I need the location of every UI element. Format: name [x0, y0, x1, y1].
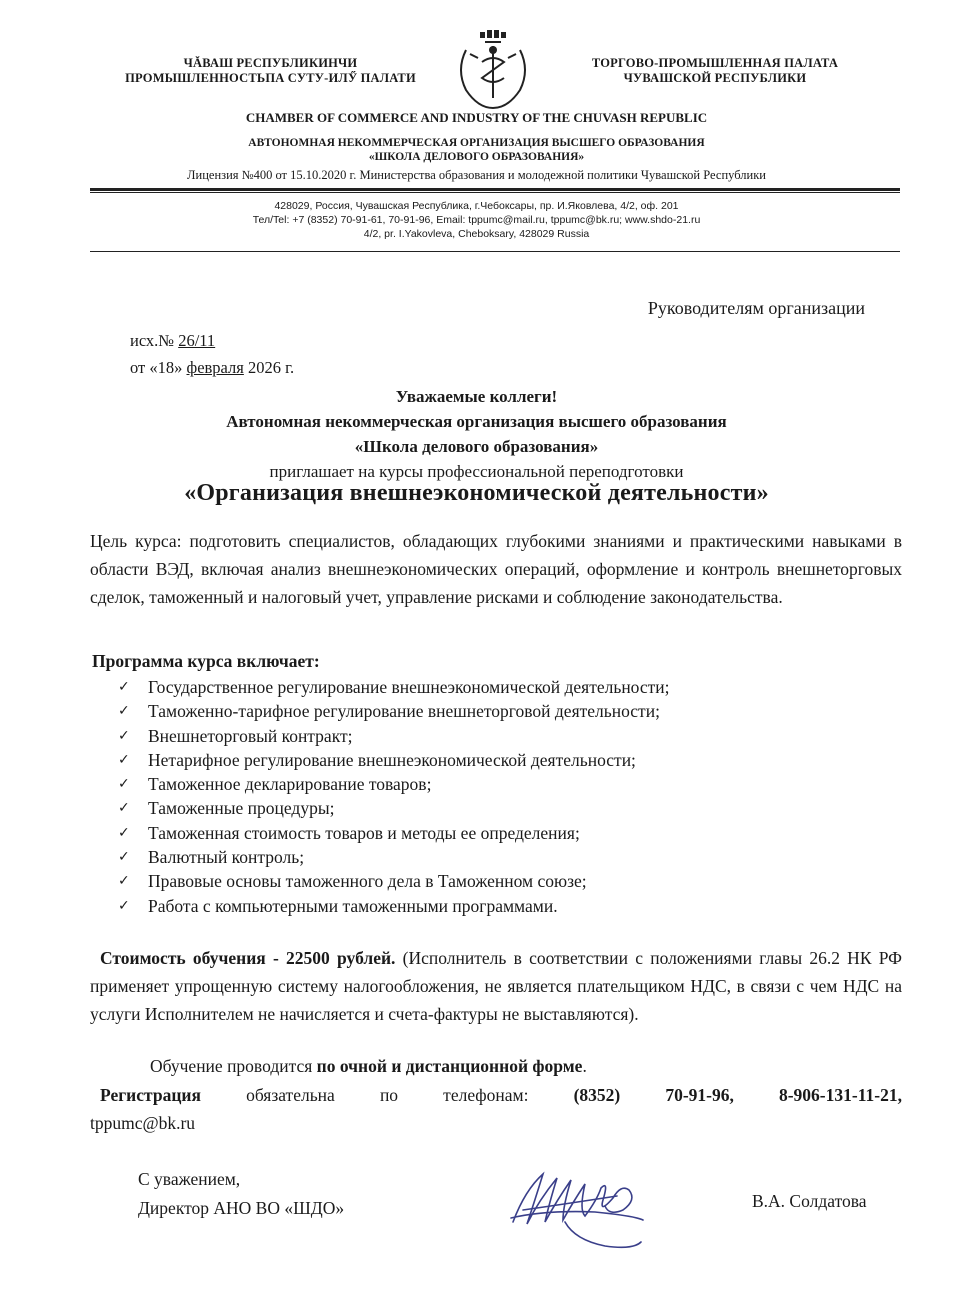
checkmark-icon: ✓: [118, 727, 130, 744]
signature-regards: С уважением,: [138, 1169, 241, 1189]
outgoing-number-label: исх.№: [130, 331, 175, 350]
program-item-text: Таможенные процедуры;: [148, 798, 335, 819]
program-item: [118, 675, 670, 699]
header-ano-line1: АВТОНОМНАЯ НЕКОММЕРЧЕСКАЯ ОРГАНИЗАЦИЯ ВЫСШЕГО ОБРАЗОВАНИЯ: [248, 137, 705, 149]
header-divider-thick: [90, 188, 900, 191]
chamber-emblem-icon: [452, 28, 534, 112]
program-item-text: Таможенное декларирование товаров;: [148, 774, 432, 795]
program-item-text: Нетарифное регулирование внешнеэкономической деятельности;: [148, 749, 636, 770]
recipient: Руководителям организации: [647, 298, 865, 318]
program-item: [118, 796, 670, 820]
header-left-line1: ЧĂВАШ РЕСПУБЛИКИНЧИ: [183, 56, 358, 70]
checkmark-icon: ✓: [118, 776, 130, 793]
checkmark-icon: ✓: [118, 751, 130, 768]
program-item-text: Работа с компьютерными таможенными программами.: [148, 895, 558, 916]
program-item-text: Государственное регулирование внешнеэкономической деятельности;: [148, 677, 670, 697]
header-left-line2: ПРОМЫШЛЕННОСТЬПА СУТУ-ИЛӲ ПАЛАТИ: [125, 71, 416, 85]
program-item-text: Таможенная стоимость товаров и методы ее определения;: [148, 822, 580, 843]
form-bold: по очной и дистанционной форме: [316, 1056, 583, 1076]
header-ano: [0, 136, 953, 164]
checkmark-icon: ✓: [118, 897, 130, 914]
program-item: [118, 748, 670, 772]
checkmark-icon: ✓: [118, 873, 130, 890]
checkmark-icon: ✓: [118, 703, 130, 720]
header-right-org: [560, 56, 870, 86]
checkmark-icon: ✓: [118, 800, 130, 817]
registration-w2: по: [379, 1085, 399, 1105]
registration-email: tppumc@bk.ru: [90, 1113, 196, 1133]
address-en: 4/2, pr. I.Yakovleva, Cheboksary, 428029 Russia: [363, 228, 590, 240]
signature-name: В.А. Солдатова: [752, 1191, 867, 1211]
registration-w3: телефонам:: [443, 1085, 529, 1105]
header-address: [0, 199, 953, 241]
greeting-block: [0, 384, 953, 484]
program-item: [118, 869, 670, 893]
program-item-text: Правовые основы таможенного дела в Таможенном союзе;: [148, 871, 587, 892]
cost-rest: (Исполнитель в соответствии с положениями главы 26.2 НК РФ применяет упрощенную систему налогообложения, не является плательщиком НДС, в связи с чем НДС на услуги Исполнителем не начисляется и счета-фактуры не выставляются).: [90, 948, 902, 1024]
course-goal: Цель курса: подготовить специалистов, обладающих глубокими знаниями и практическими навыками в области ВЭД, включая анализ внешнеэкономических операций, оформление и контроль внешнеторговых сделок, таможенный и налоговый учет, управление рисками и соблюдение законодательства.: [90, 531, 902, 607]
handwritten-signature: [505, 1160, 655, 1260]
address-divider: [90, 251, 900, 252]
registration-phone2: 8-906-131-11-21,: [778, 1085, 902, 1105]
greeting-line3: «Школа делового образования»: [354, 437, 599, 456]
checkmark-icon: ✓: [118, 679, 130, 695]
course-title: «Организация внешнеэкономической деятельности»: [184, 480, 769, 506]
outgoing-date: [130, 354, 294, 381]
registration-line: [90, 1081, 902, 1109]
header-right-line2: ЧУВАШСКОЙ РЕСПУБЛИКИ: [623, 71, 807, 85]
registration-w1: обязательна: [246, 1085, 335, 1105]
program-heading: Программа курса включает:: [92, 651, 320, 671]
program-item: [118, 772, 670, 796]
program-item: [118, 724, 670, 748]
outgoing-number-value: 26/11: [178, 331, 216, 350]
registration-code: (8352): [573, 1085, 621, 1105]
form-prefix: Обучение проводится: [150, 1056, 317, 1076]
program-item-text: Валютный контроль;: [148, 847, 305, 868]
header-ano-line2: «ШКОЛА ДЕЛОВОГО ОБРАЗОВАНИЯ»: [368, 151, 585, 163]
program-item: [118, 845, 670, 869]
signature-position: Директор АНО ВО «ШДО»: [138, 1198, 345, 1218]
form-line: [150, 1056, 587, 1077]
program-item-text: Таможенно-тарифное регулирование внешнеторговой деятельности;: [148, 701, 660, 722]
checkmark-icon: ✓: [118, 824, 130, 841]
signature-block: [138, 1165, 344, 1223]
contacts: Тел/Tel: +7 (8352) 70-91-61, 70-91-96, Email: tppumc@mail.ru, tppumc@bk.ru; www.shdo-21.ru: [252, 214, 701, 226]
header-license: Лицензия №400 от 15.10.2020 г. Министерства образования и молодежной политики Чувашской Республики: [187, 168, 766, 182]
header-divider-thin: [90, 192, 900, 193]
outgoing-date-month: февраля: [186, 358, 244, 377]
header-english: CHAMBER OF COMMERCE AND INDUSTRY OF THE CHUVASH REPUBLIC: [245, 110, 708, 125]
outgoing-date-prefix: от «18»: [130, 358, 183, 377]
registration-label: Регистрация: [100, 1085, 201, 1105]
checkmark-icon: ✓: [118, 849, 130, 866]
registration-block: [90, 1081, 902, 1137]
program-list: [118, 675, 670, 918]
outgoing-number-block: [130, 327, 294, 381]
header-right-line1: ТОРГОВО-ПРОМЫШЛЕННАЯ ПАЛАТА: [591, 56, 839, 70]
program-item-text: Внешнеторговый контракт;: [148, 725, 353, 746]
program-item: [118, 821, 670, 845]
form-suffix: .: [582, 1056, 587, 1076]
outgoing-number: [130, 327, 294, 354]
program-item: [118, 699, 670, 723]
greeting-line2: Автономная некоммерческая организация высшего образования: [226, 412, 727, 431]
greeting-line4: приглашает на курсы профессиональной переподготовки: [269, 462, 684, 481]
header-left-org: [118, 56, 423, 86]
registration-phone1: 70-91-96,: [665, 1085, 734, 1105]
outgoing-date-year: 2026 г.: [247, 358, 295, 377]
cost-bold: Стоимость обучения - 22500 рублей.: [100, 948, 396, 968]
greeting-line1: Уважаемые коллеги!: [395, 387, 558, 406]
address-ru: 428029, Россия, Чувашская Республика, г.Чебоксары, пр. И.Яковлева, 4/2, оф. 201: [274, 200, 679, 212]
program-item: [118, 894, 670, 918]
cost-paragraph: [90, 944, 902, 1028]
